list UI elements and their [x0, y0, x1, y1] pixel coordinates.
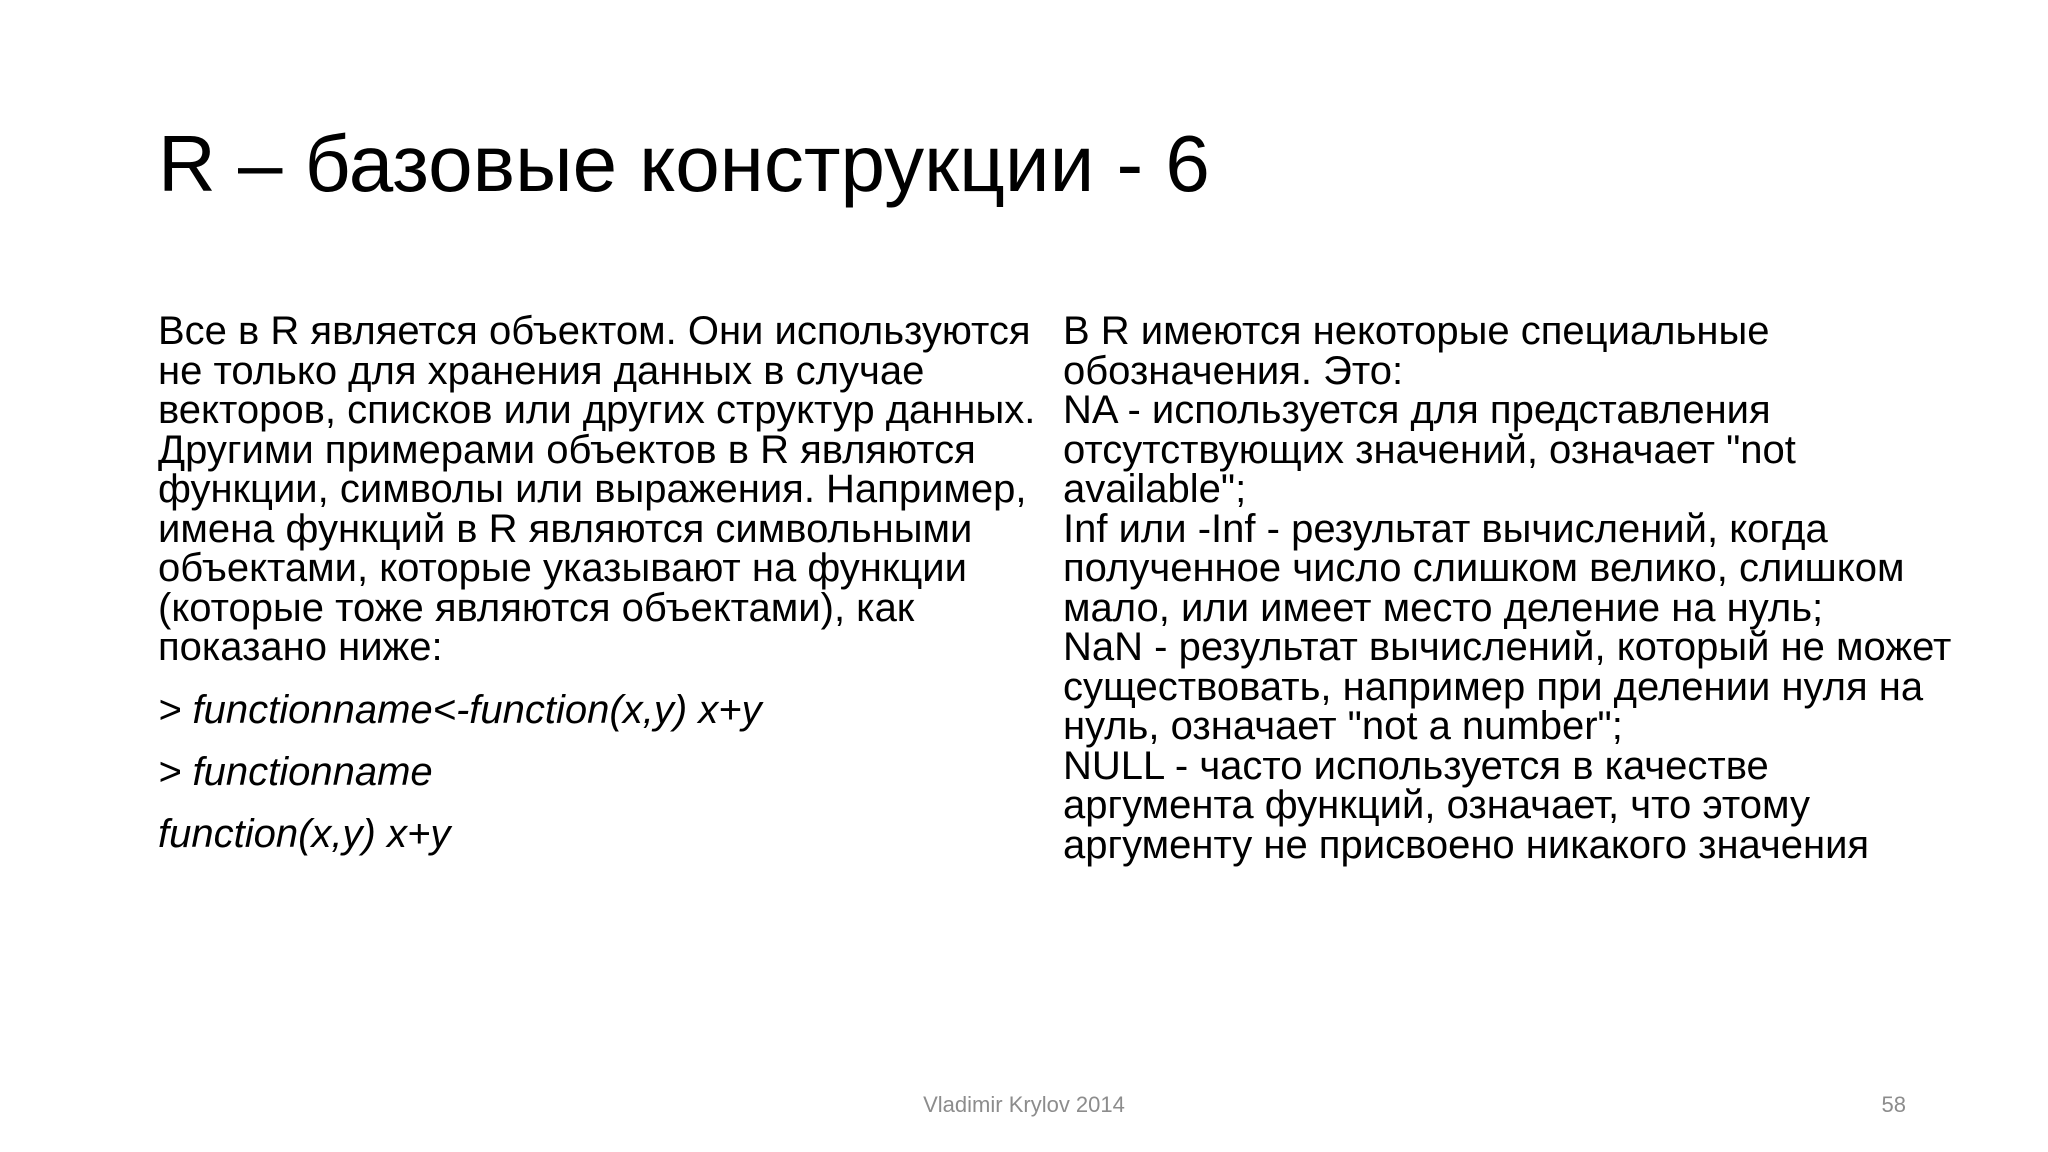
special-values-intro: В R имеются некоторые специальные обозначения. Это:	[1063, 309, 1770, 393]
code-line-1: > functionname<-function(x,y) x+y	[158, 687, 762, 732]
na-description: NA - используется для представления отсутствующих значений, означает "not available";	[1063, 388, 1796, 511]
nan-description: NaN - результат вычислений, который не может существовать, например при делении нуля на нуль, означает "not a number";	[1063, 625, 1952, 748]
inf-description: Inf или -Inf - результат вычислений, когда полученное число слишком велико, слишком мало, или имеет место деление на нуль;	[1063, 506, 1905, 630]
code-line-2: > functionname	[158, 749, 433, 794]
code-line-3: function(x,y) x+y	[158, 811, 451, 856]
null-description: NULL - часто используется в качестве аргумента функций, означает, что этому аргументу не присвоено никакого значения	[1063, 743, 1870, 867]
footer-author: Vladimir Krylov 2014	[923, 1092, 1125, 1117]
left-column	[158, 309, 1038, 876]
slide-title: R – базовые конструкции - 6	[158, 119, 1210, 208]
right-column	[1063, 309, 1963, 867]
left-paragraph: Все в R является объектом. Они используются не только для хранения данных в случае векторов, списков или других структур данных. Другими примерами объектов в R являются функции, символы или выражения. Например, имена функций в R являются символьными объектами, которые указывают на функции (которые тоже являются объектами), как показано ниже:	[158, 309, 1036, 669]
page-number: 58	[1881, 1092, 1906, 1117]
